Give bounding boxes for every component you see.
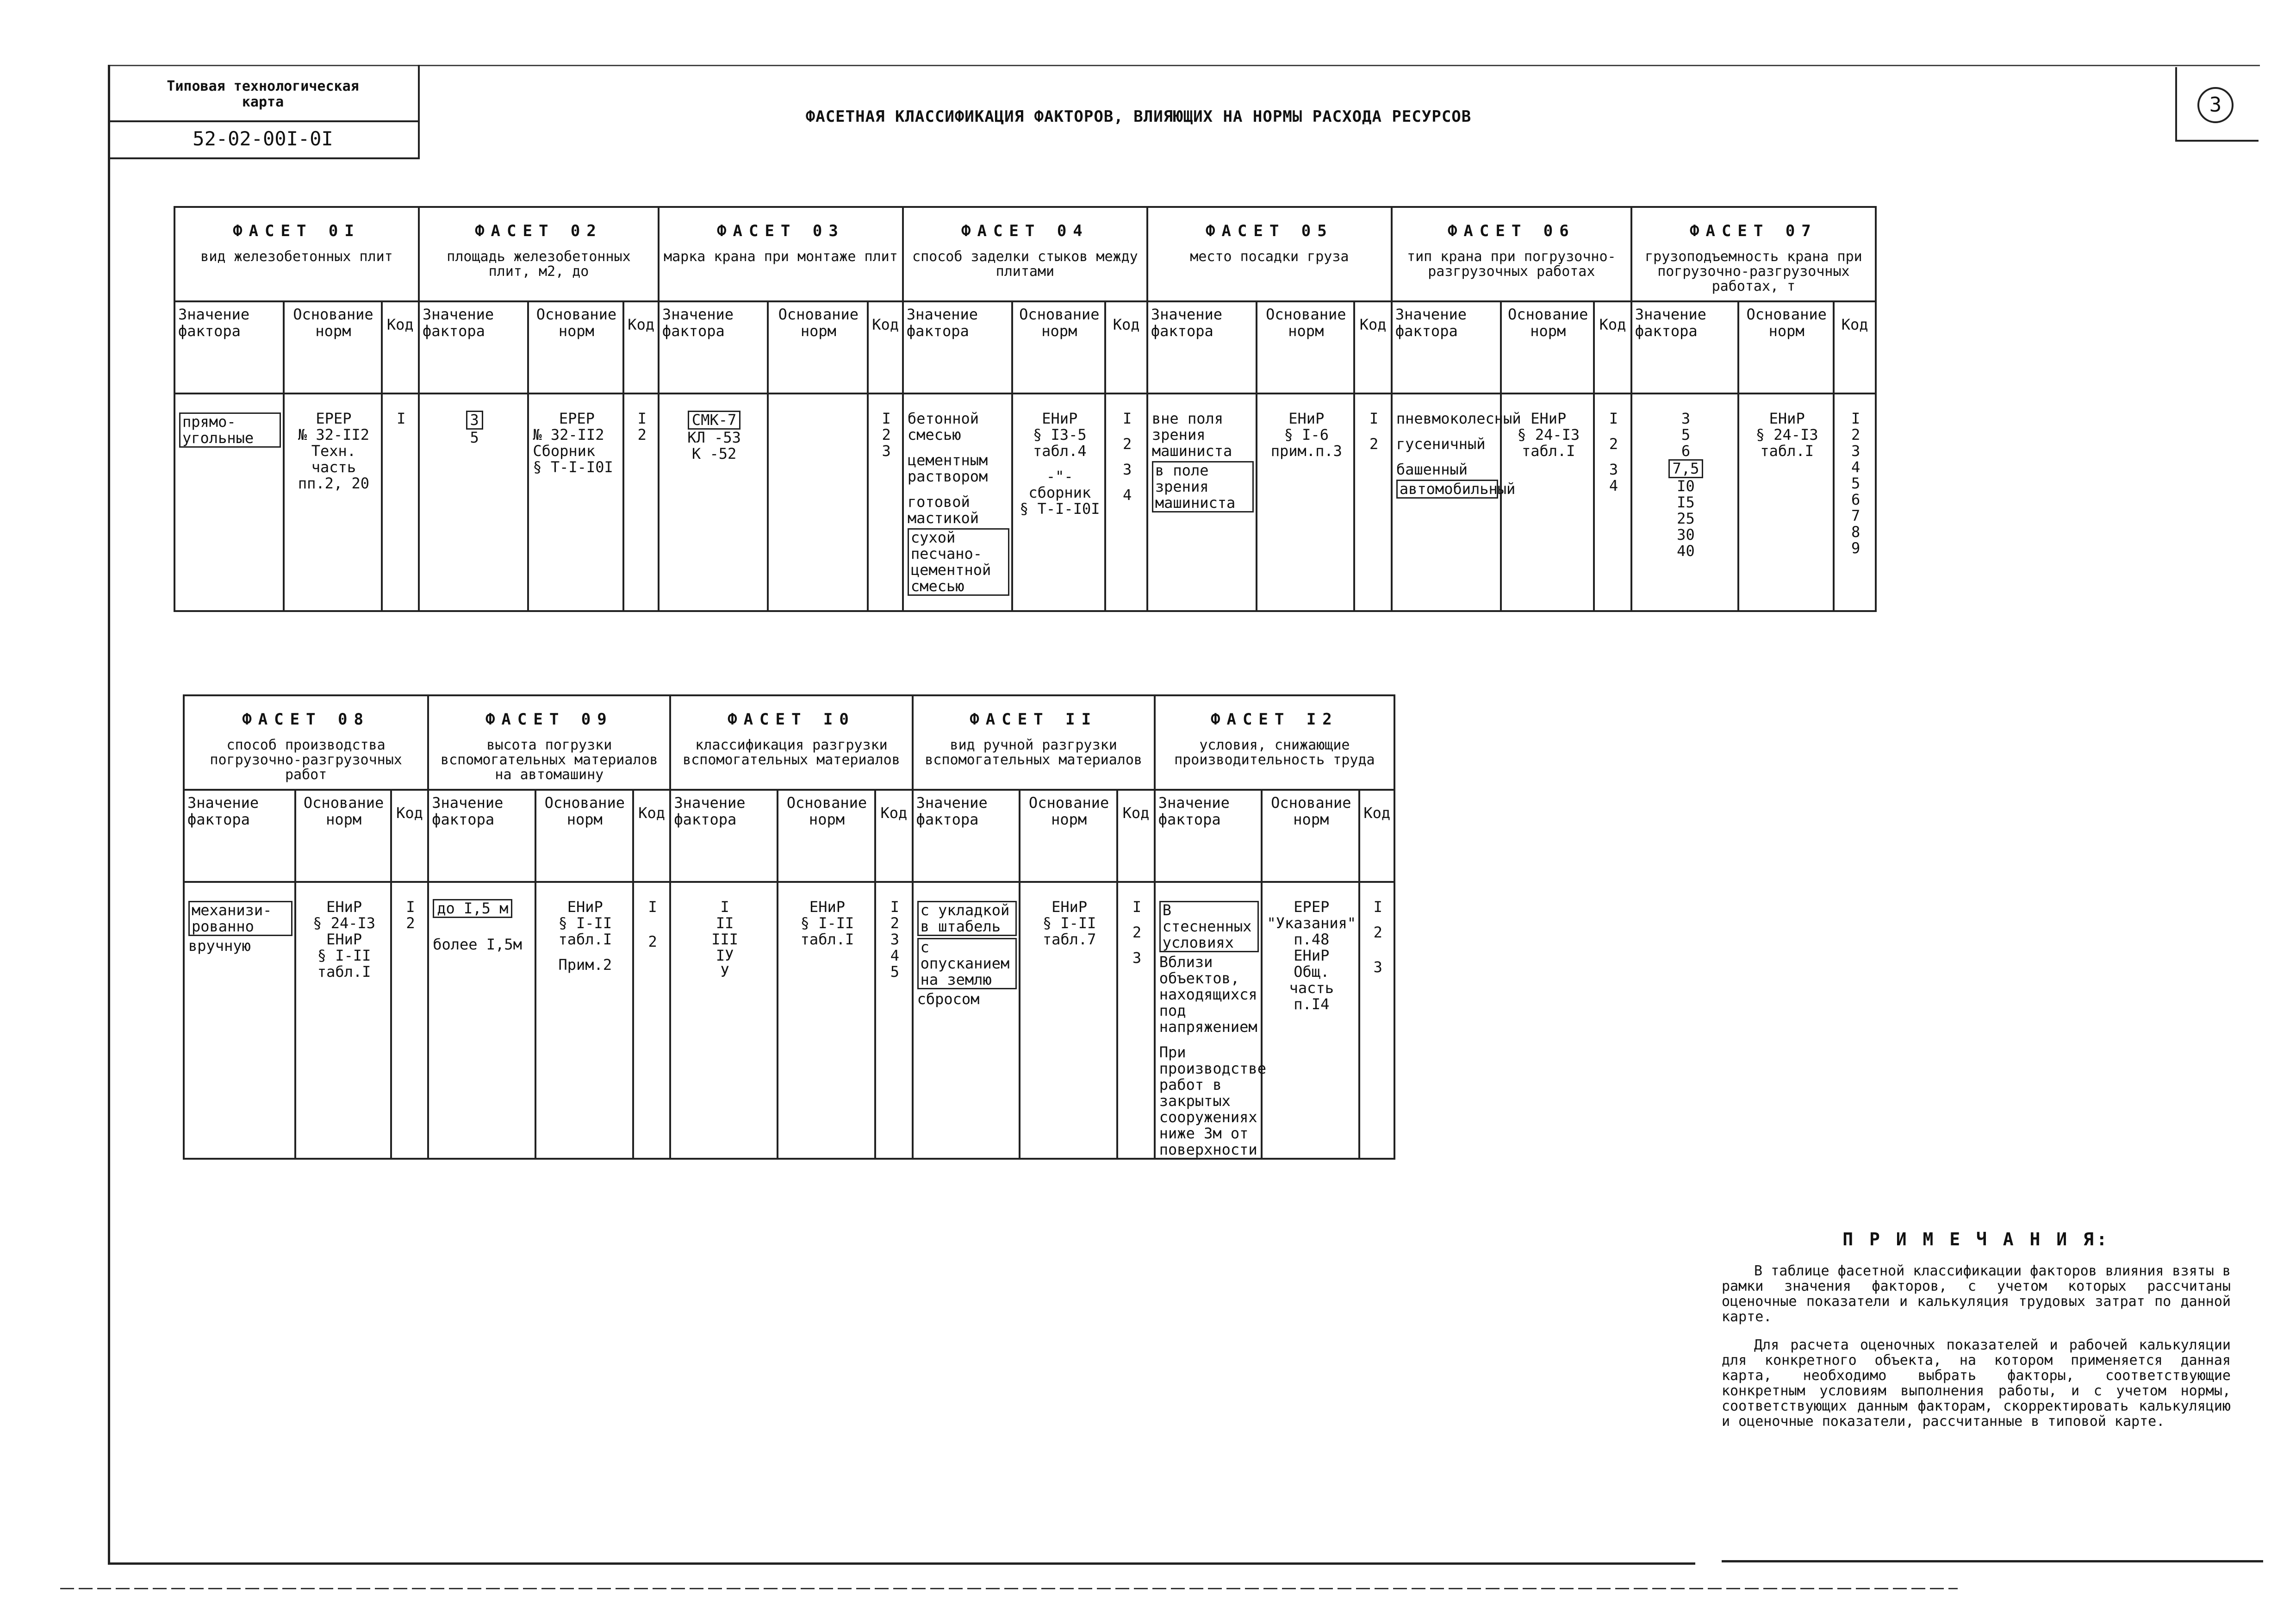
facet-05-header: ФАСЕТ 05 место посадки груза — [1147, 207, 1392, 301]
facet-08-codes: I 2 — [391, 882, 429, 1159]
facet-09-codes: I 2 — [633, 882, 670, 1159]
facet-09-header: ФАСЕТ 09 высота погрузки вспомогательных материалов на автомашину — [428, 695, 670, 790]
page-corner-vertical — [2175, 67, 2177, 141]
facet-04-basis: ЕНиР § I3-5 табл.4 -"- сборник § Т-I-I0I — [1012, 394, 1105, 611]
stamp-title-line2: карта — [242, 94, 284, 110]
facet-11-codes: I 2 3 — [1117, 882, 1155, 1159]
selected-value-box: В стесненных условиях — [1159, 901, 1259, 952]
col-code-header: Код — [382, 301, 419, 394]
col-value-header: Значение фактора — [670, 790, 777, 882]
page-corner-horizontal — [2175, 140, 2259, 142]
facet-01-values — [174, 394, 284, 611]
col-code-header: Код — [1105, 301, 1147, 394]
col-basis-header: Основание норм — [295, 790, 391, 882]
col-basis-header: Основание норм — [284, 301, 381, 394]
selected-value-box: автомобильный — [1396, 480, 1498, 499]
notes-paragraph-2: Для расчета оценочных показателей и рабочей калькуляции для конкретного объекта, на котором применяется данная карта, необходимо выбрать факторы, соответствующие конкретным условиям выполнения работы, и с учетом нормы, соответствующих данным факторам, скорректировать калькуляцию и оценочные показатели, рассчитанные в типовой карте. — [1722, 1337, 2231, 1430]
col-basis-header: Основание норм — [1501, 301, 1594, 394]
facet-04-values: бетонной смесью цементным раствором готовой мастикой сухой песчано-цементной смесью — [903, 394, 1012, 611]
col-value-header: Значение фактора — [1147, 301, 1257, 394]
facet-03-values: СМК-7 КЛ -53 К -52 — [659, 394, 768, 611]
selected-value-box: с опусканием на землю — [917, 938, 1017, 989]
col-basis-header: Основание норм — [1020, 790, 1117, 882]
facet-06-basis: ЕНиР § 24-I3 табл.I — [1501, 394, 1594, 611]
facet-07-codes: I 2 3 4 5 6 7 8 9 — [1834, 394, 1876, 611]
notes-paragraph-1: В таблице фасетной классификации факторов влияния взяты в рамки значения факторов, с учетом которых рассчитаны оценочные показатели и калькуляция трудовых затрат по данной карте. — [1722, 1263, 2231, 1325]
stamp-title — [108, 79, 418, 110]
page-number: 3 — [2197, 87, 2234, 123]
facet-01-basis: ЕРЕР № 32-II2 Техн. часть пп.2, 20 — [284, 394, 381, 611]
col-code-header: Код — [623, 301, 658, 394]
col-basis-header: Основание норм — [1012, 301, 1105, 394]
selected-value-box: СМК-7 — [688, 411, 740, 430]
facet-02-basis: ЕРЕР № 32-II2 Сборник § Т-I-I0I — [528, 394, 623, 611]
facet-03-header: ФАСЕТ 03 марка крана при монтаже плит — [659, 207, 903, 301]
facet-09-values: до I,5 м более I,5м — [428, 882, 535, 1159]
facet-header-row — [184, 695, 1394, 790]
selected-value-box: механизи- рованно — [188, 901, 292, 936]
selected-value-box: до I,5 м — [433, 899, 512, 918]
facet-11-basis: ЕНиР § I-II табл.7 — [1020, 882, 1117, 1159]
frame-top-border — [108, 65, 2260, 66]
facet-header-row — [174, 207, 1876, 301]
facet-12-basis: ЕРЕР "Указания" п.48 ЕНиР Общ. часть п.I4 — [1262, 882, 1359, 1159]
facet-03-codes: I 2 3 — [868, 394, 902, 611]
facet-07-values: 3 5 6 7,5 I0 I5 25 30 40 — [1631, 394, 1738, 611]
facet-10-values: I II III IУ У — [670, 882, 777, 1159]
col-code-header: Код — [391, 790, 429, 882]
col-code-header: Код — [1359, 790, 1394, 882]
facet-05-values: вне поля зрения машиниста в поле зрения машиниста — [1147, 394, 1257, 611]
title-stamp — [108, 65, 420, 159]
selected-value-box: с укладкой в штабель — [917, 901, 1017, 936]
facet-10-basis: ЕНиР § I-II табл.I — [778, 882, 875, 1159]
col-value-header: Значение фактора — [1155, 790, 1262, 882]
col-basis-header: Основание норм — [1738, 301, 1834, 394]
col-basis-header: Основание норм — [778, 790, 875, 882]
selected-value-box: сухой песчано-цементной смесью — [908, 528, 1009, 596]
facet-09-basis: ЕНиР § I-II табл.I Прим.2 — [535, 882, 633, 1159]
col-basis-header: Основание норм — [768, 301, 868, 394]
col-value-header: Значение фактора — [1392, 301, 1501, 394]
col-basis-header: Основание норм — [1262, 790, 1359, 882]
sheet-title: ФАСЕТНАЯ КЛАССИФИКАЦИЯ ФАКТОРОВ, ВЛИЯЮЩИХ НА НОРМЫ РАСХОДА РЕСУРСОВ — [805, 107, 1472, 126]
facet-07-header: ФАСЕТ 07 грузоподъемность крана при погрузочно-разгрузочных работах, т — [1631, 207, 1876, 301]
facet-08-basis: ЕНиР § 24-I3 ЕНиР § I-II табл.I — [295, 882, 391, 1159]
facet-04-codes: I 2 3 4 — [1105, 394, 1147, 611]
facet-table-1 — [174, 206, 1877, 612]
facet-06-values: пневмоколесный гусеничный башенный автомобильный — [1392, 394, 1501, 611]
col-basis-header: Основание норм — [535, 790, 633, 882]
col-code-header: Код — [1354, 301, 1391, 394]
facet-06-codes: I 2 3 4 — [1594, 394, 1631, 611]
facet-06-header: ФАСЕТ 06 тип крана при погрузочно-разгрузочных работах — [1392, 207, 1631, 301]
col-basis-header: Основание норм — [1257, 301, 1354, 394]
notes-block — [1722, 1229, 2231, 1442]
col-code-header: Код — [1834, 301, 1876, 394]
facet-03-basis — [768, 394, 868, 611]
facet-05-basis: ЕНиР § I-6 прим.п.3 — [1257, 394, 1354, 611]
values-row — [174, 394, 1876, 611]
frame-bottom-border-right — [1722, 1560, 2263, 1562]
scan-edge-line — [60, 1588, 1958, 1589]
facet-02-codes: I 2 — [623, 394, 658, 611]
col-code-header: Код — [633, 790, 670, 882]
facet-12-header: ФАСЕТ I2 условия, снижающие производительность труда — [1155, 695, 1394, 790]
facet-10-codes: I 2 3 4 5 — [875, 882, 912, 1159]
facet-table-2 — [183, 694, 1395, 1160]
col-value-header: Значение фактора — [174, 301, 284, 394]
col-value-header: Значение фактора — [184, 790, 295, 882]
facet-12-values: В стесненных условиях Вблизи объектов, находящихся под напряжением При производстве работ в закрытых сооружениях ниже 3м от поверхности — [1155, 882, 1262, 1159]
col-value-header: Значение фактора — [419, 301, 528, 394]
selected-value-box: в поле зрения машиниста — [1152, 461, 1254, 512]
col-value-header: Значение фактора — [903, 301, 1012, 394]
values-row — [184, 882, 1394, 1159]
facet-02-header: ФАСЕТ 02 площадь железобетонных плит, м2, до — [419, 207, 659, 301]
col-value-header: Значение фактора — [913, 790, 1020, 882]
facet-04-header: ФАСЕТ 04 способ заделки стыков между плитами — [903, 207, 1147, 301]
selected-value-box: 7,5 — [1668, 459, 1704, 478]
facet-02-values: 3 5 — [419, 394, 528, 611]
frame-left-border — [108, 65, 110, 1565]
stamp-code: 52-02-00I-0I — [193, 127, 333, 150]
facet-01-header: ФАСЕТ 0I вид железобетонных плит — [174, 207, 419, 301]
facet-07-basis: ЕНиР § 24-I3 табл.I — [1738, 394, 1834, 611]
notes-title: П Р И М Е Ч А Н И Я: — [1842, 1229, 2110, 1249]
stamp-title-line1: Типовая технологическая — [167, 78, 359, 94]
col-value-header: Значение фактора — [659, 301, 768, 394]
facet-11-header: ФАСЕТ II вид ручной разгрузки вспомогательных материалов — [913, 695, 1155, 790]
selected-value-box: прямо- угольные — [179, 412, 281, 448]
facet-05-codes: I 2 — [1354, 394, 1391, 611]
col-code-header: Код — [875, 790, 912, 882]
col-value-header: Значение фактора — [428, 790, 535, 882]
facet-11-values: с укладкой в штабель с опусканием на землю сбросом — [913, 882, 1020, 1159]
facet-10-header: ФАСЕТ I0 классификация разгрузки вспомогательных материалов — [670, 695, 912, 790]
col-code-header: Код — [868, 301, 902, 394]
col-basis-header: Основание норм — [528, 301, 623, 394]
col-value-header: Значение фактора — [1631, 301, 1738, 394]
frame-bottom-border — [108, 1562, 1695, 1565]
col-code-header: Код — [1594, 301, 1631, 394]
facet-12-codes: I 2 3 — [1359, 882, 1394, 1159]
column-header-row — [174, 301, 1876, 394]
selected-value-box: 3 — [466, 411, 483, 430]
facet-08-values: механизи- рованно вручную — [184, 882, 295, 1159]
col-code-header: Код — [1117, 790, 1155, 882]
column-header-row — [184, 790, 1394, 882]
facet-08-header: ФАСЕТ 08 способ производства погрузочно-разгрузочных работ — [184, 695, 428, 790]
facet-01-codes: I — [382, 394, 419, 611]
stamp-separator — [108, 120, 418, 122]
